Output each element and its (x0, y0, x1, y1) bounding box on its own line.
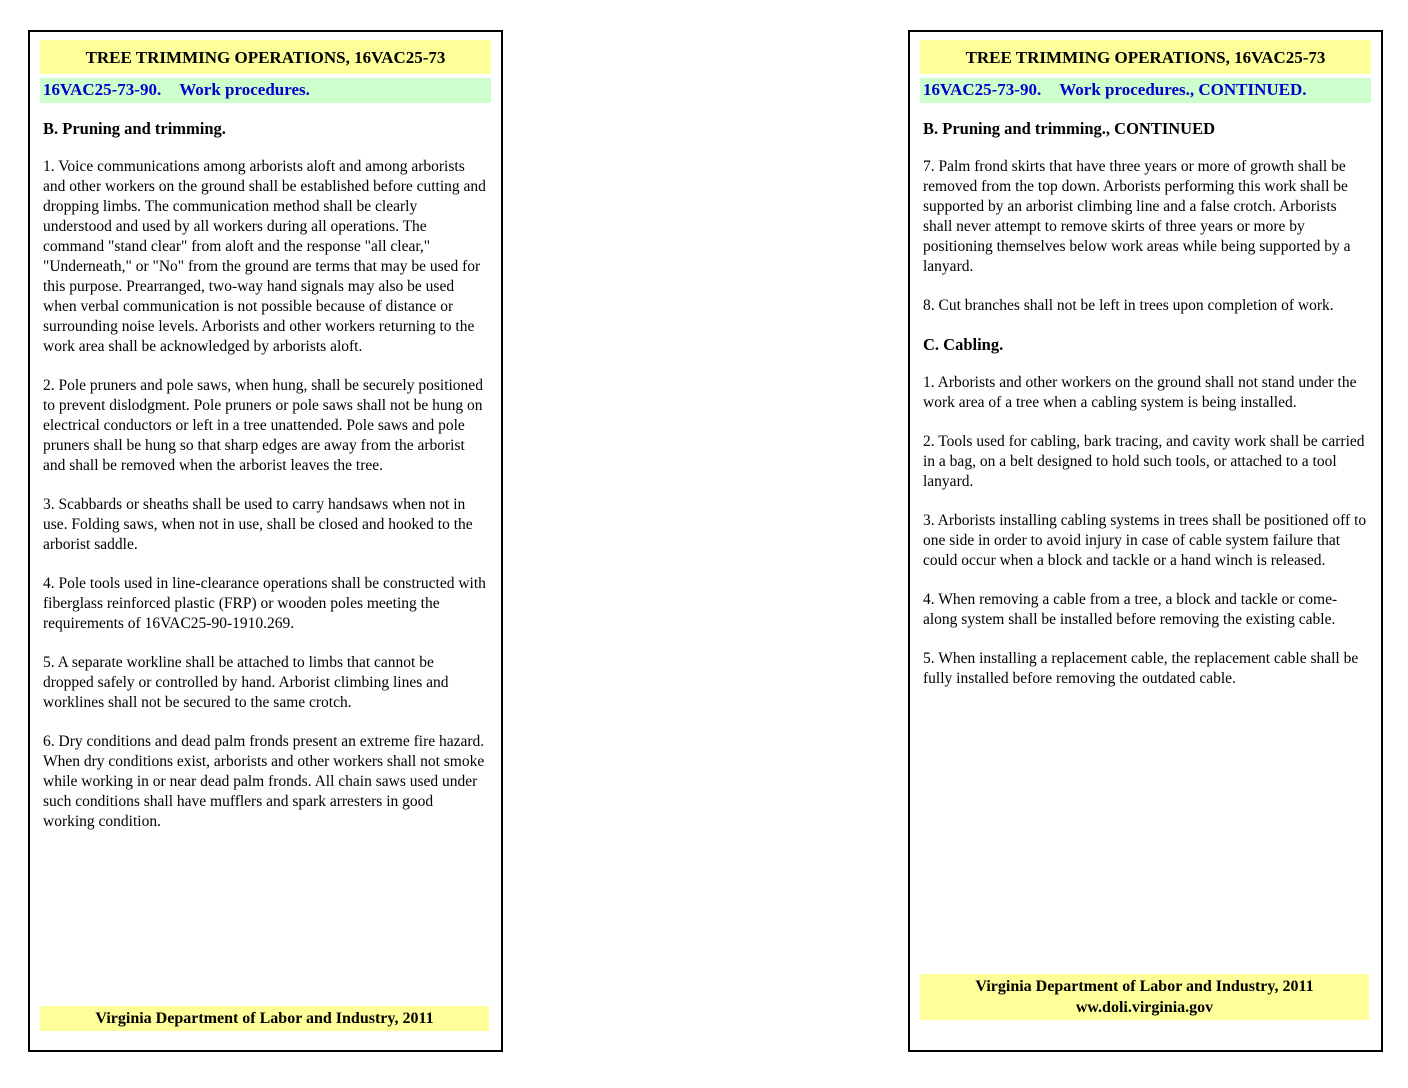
paragraph-b5: 5. A separate workline shall be attached to limbs that cannot be dropped safely or controlled by hand. Arborist climbing lines and worklines shall not be secured to the same crotch. (43, 654, 449, 711)
paragraph-c2: 2. Tools used for cabling, bark tracing, and cavity work shall be carried in a bag, on a belt designed to hold such tools, or attached to a tool lanyard. (923, 433, 1365, 490)
page-title: TREE TRIMMING OPERATIONS, 16VAC25-73 (85, 48, 446, 67)
page-title-banner (40, 40, 491, 74)
paragraph-c3: 3. Arborists installing cabling systems in trees shall be positioned off to one side in order to avoid injury in case of cable system failure that could occur when a block and tackle or a hand winch is released. (923, 512, 1367, 569)
paragraph-c4: 4. When removing a cable from a tree, a block and tackle or come-along system shall be installed before removing the existing cable. (923, 591, 1338, 628)
paragraph-b4: 4. Pole tools used in line-clearance operations shall be constructed with fiberglass reinforced plastic (FRP) or wooden poles meeting the requirements of 16VAC25-90-1910.269. (43, 575, 486, 632)
page-left (28, 30, 503, 1052)
footer-banner (920, 974, 1369, 1020)
paragraph-b2: 2. Pole pruners and pole saws, when hung, shall be securely positioned to prevent dislodgment. Pole pruners or pole saws shall not be hung on electrical conductors or left in a tree unattended. Pole saws and pole pruners shall be hung so that sharp edges are away from the arborist and shall be removed when the arborist leaves the tree. (43, 377, 483, 474)
section-title: Work procedures. (179, 80, 310, 99)
subsection-heading-c: C. Cabling. (923, 335, 1004, 354)
subsection-heading-b: B. Pruning and trimming. (43, 119, 226, 138)
paragraph-b1: 1. Voice communications among arborists aloft and among arborists and other workers on the ground shall be established before cutting and dropping limbs. The communication method shall be clearly understood and used by all workers during all operations. The command "stand clear" from aloft and the response "all clear," "Underneath," or "No" from the ground are terms that may be used for this purpose. Prearranged, two-way hand signals may also be used when verbal communication is not possible because of distance or surrounding noise levels. Arborists and other workers returning to the work area shall be acknowledged by arborists aloft. (43, 158, 486, 355)
page-title-banner (920, 40, 1371, 74)
footer-text: Virginia Department of Labor and Industry, 2011 (95, 1010, 434, 1027)
page-body (43, 119, 487, 832)
paragraph-b7: 7. Palm frond skirts that have three years or more of growth shall be removed from the top down. Arborists performing this work shall be supported by an arborist climbing line and a false crotch. Arborists shall never attempt to remove skirts of three years or more by positioning themselves below work areas while being supported by a lanyard. (923, 158, 1351, 275)
section-number: 16VAC25-73-90. (43, 80, 162, 99)
section-title: Work procedures., CONTINUED. (1059, 80, 1307, 99)
paragraph-b3: 3. Scabbards or sheaths shall be used to carry handsaws when not in use. Folding saws, when not in use, shall be closed and hooked to the arborist saddle. (43, 496, 473, 553)
footer-banner (40, 1006, 489, 1031)
paragraph-c5: 5. When installing a replacement cable, the replacement cable shall be fully installed before removing the outdated cable. (923, 650, 1359, 687)
paragraph-b6: 6. Dry conditions and dead palm fronds present an extreme fire hazard. When dry conditions exist, arborists and other workers shall not smoke while working in or near dead palm fronds. All chain saws used under such conditions shall have mufflers and spark arresters in good working condition. (43, 733, 485, 830)
footer-url: ww.doli.virginia.gov (1075, 999, 1214, 1016)
footer-text: Virginia Department of Labor and Industry, 2011 (975, 978, 1314, 995)
section-number: 16VAC25-73-90. (923, 80, 1042, 99)
page-title: TREE TRIMMING OPERATIONS, 16VAC25-73 (965, 48, 1326, 67)
paragraph-b8: 8. Cut branches shall not be left in trees upon completion of work. (923, 297, 1334, 314)
page-right (908, 30, 1383, 1052)
section-banner (40, 78, 491, 103)
page-body (923, 119, 1367, 689)
subsection-heading-b-continued: B. Pruning and trimming., CONTINUED (923, 119, 1215, 138)
paragraph-c1: 1. Arborists and other workers on the ground shall not stand under the work area of a tree when a cabling system is being installed. (923, 374, 1357, 411)
section-banner (920, 78, 1371, 103)
